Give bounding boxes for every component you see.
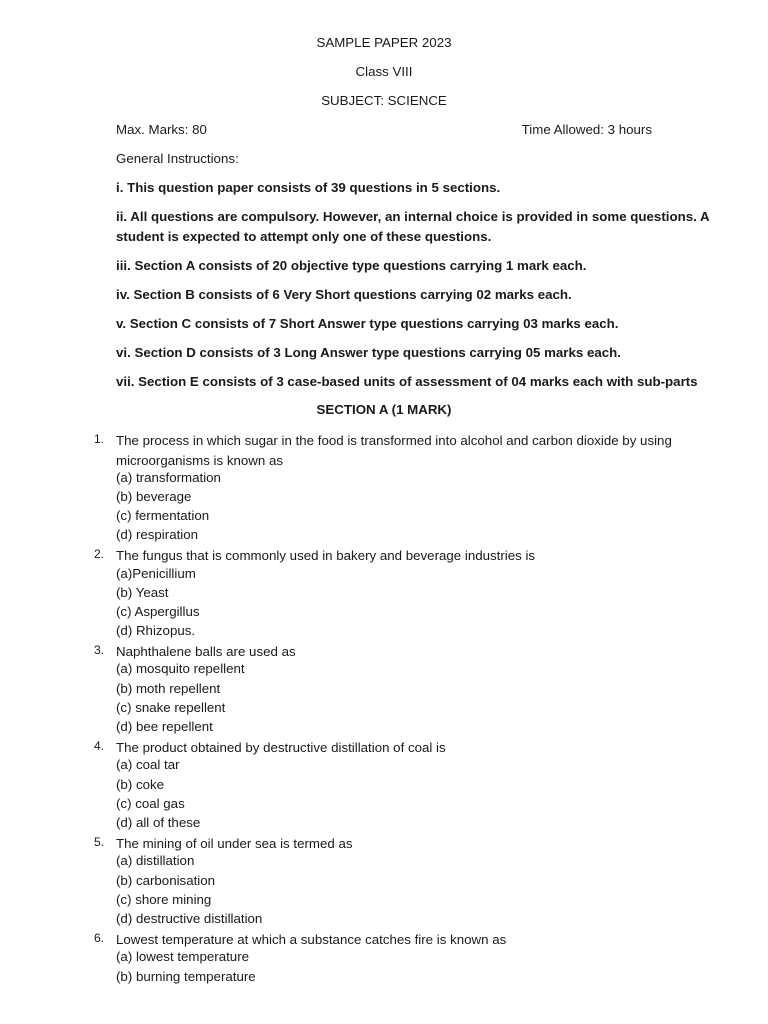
instruction-item-continued: student is expected to attempt only one of these questions. [116, 229, 492, 244]
time-allowed: Time Allowed: 3 hours [521, 122, 652, 137]
question-text: The mining of oil under sea is termed as [116, 836, 353, 851]
answer-option: (d) Rhizopus. [116, 623, 196, 638]
question-number: 3. [94, 643, 105, 657]
general-instructions-heading: General Instructions: [116, 151, 239, 166]
question-text: The process in which sugar in the food is transformed into alcohol and carbon dioxide by using microorganisms is known as [116, 433, 672, 468]
question-text: Naphthalene balls are used as [116, 644, 296, 659]
question-number: 2. [94, 547, 105, 561]
answer-option: (a)Penicillium [116, 566, 196, 581]
answer-option: (d) respiration [116, 527, 199, 542]
subject-label: SUBJECT: SCIENCE [321, 93, 447, 108]
question-text: The fungus that is commonly used in bakery and beverage industries is [116, 548, 536, 563]
instruction-item: iv. Section B consists of 6 Very Short questions carrying 02 marks each. [116, 287, 572, 302]
instruction-item: iii. Section A consists of 20 objective type questions carrying 1 mark each. [116, 258, 587, 273]
answer-option: (b) carbonisation [116, 873, 216, 888]
answer-option: (c) shore mining [116, 892, 212, 907]
answer-option: (b) beverage [116, 489, 192, 504]
answer-option: (a) coal tar [116, 757, 180, 772]
instruction-item: v. Section C consists of 7 Short Answer type questions carrying 03 marks each. [116, 316, 619, 331]
question-text: The product obtained by destructive distillation of coal is [116, 740, 446, 755]
answer-option: (a) distillation [116, 853, 195, 868]
answer-option: (d) all of these [116, 815, 201, 830]
max-marks: Max. Marks: 80 [116, 122, 207, 137]
instruction-item: ii. All questions are compulsory. However, an internal choice is provided in some questions. A [116, 209, 710, 224]
answer-option: (b) burning temperature [116, 969, 256, 984]
instruction-item: i. This question paper consists of 39 questions in 5 sections. [116, 180, 501, 195]
answer-option: (b) moth repellent [116, 681, 221, 696]
answer-option: (c) Aspergillus [116, 604, 200, 619]
answer-option: (a) lowest temperature [116, 949, 250, 964]
instruction-item: vi. Section D consists of 3 Long Answer type questions carrying 05 marks each. [116, 345, 621, 360]
class-label: Class VIII [355, 64, 413, 79]
question-number: 6. [94, 931, 105, 945]
answer-option: (c) coal gas [116, 796, 185, 811]
answer-option: (b) Yeast [116, 585, 169, 600]
question-number: 4. [94, 739, 105, 753]
answer-option: (b) coke [116, 777, 165, 792]
paper-title: SAMPLE PAPER 2023 [316, 35, 452, 50]
answer-option: (a) transformation [116, 470, 221, 485]
section-a-heading: SECTION A (1 MARK) [316, 402, 452, 417]
answer-option: (d) destructive distillation [116, 911, 263, 926]
question-text: Lowest temperature at which a substance catches fire is known as [116, 932, 507, 947]
answer-option: (d) bee repellent [116, 719, 213, 734]
question-number: 1. [94, 432, 105, 446]
instruction-item: vii. Section E consists of 3 case-based units of assessment of 04 marks each with sub-parts [116, 374, 698, 389]
question-number: 5. [94, 835, 105, 849]
answer-option: (c) snake repellent [116, 700, 226, 715]
answer-option: (c) fermentation [116, 508, 210, 523]
answer-option: (a) mosquito repellent [116, 661, 245, 676]
